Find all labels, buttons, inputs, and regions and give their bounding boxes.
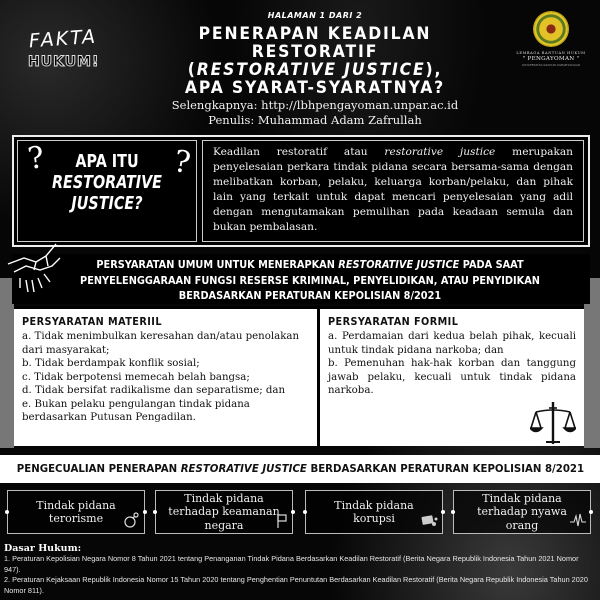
materiil-requirements-box [14,306,320,446]
definition-text [213,145,573,235]
page-header [130,11,500,127]
connector-dot [5,510,9,514]
exception-label: Tindak pidana terorisme [36,498,116,525]
lbh-pengayoman-logo [512,12,590,67]
page-indicator: HALAMAN 1 DARI 2 [267,11,363,20]
legal-basis-title: Dasar Hukum: [4,543,82,554]
definition-section [12,135,590,247]
more-info-link[interactable]: Selengkapnya: http://lbhpengayoman.unpar.ac.id [171,98,459,112]
exception-card-corruption [305,490,443,534]
definition-heading-line-2: RESTORATIVE [51,173,162,193]
exception-card-terrorism [7,490,145,534]
connector-dot [291,510,295,514]
question-mark-icon: ? [170,143,193,182]
money-icon [420,512,438,530]
definition-heading-line-1: APA ITU [75,152,139,172]
exc-heading-italic: RESTORATIVE JUSTICE [180,463,307,475]
materiil-item: c. Tidak berpotensi memecah belah bangsa; [22,371,250,383]
brand-bottom: HUKUM! [28,54,100,70]
scales-of-justice-icon [530,402,576,444]
formil-item: a. Perdamaian dari kedua belah pihak, kecuali untuk tindak pidana narkoba; dan [328,331,576,356]
brand-top: FAKTA [28,25,98,53]
exception-label: Tindak pidana terhadap nyawa orang [477,491,567,532]
materiil-item: a. Tidak menimbulkan keresahan dan/atau penolakan dari masyarakat; [22,331,300,356]
definition-text-start: Keadilan restoratif atau [213,146,385,158]
connector-dot [303,510,307,514]
connector-dot [451,510,455,514]
logo-line-1: LEMBAGA BANTUAN HUKUM [516,51,586,55]
definition-heading [34,152,180,215]
grenade-icon [124,512,140,530]
title-italic: RESTORATIVE JUSTICE [196,60,426,80]
exception-label: Tindak pidana korupsi [334,498,414,525]
req-heading-start: PERSYARATAN UMUM UNTUK MENERAPKAN [96,259,339,271]
exceptions-heading-band [0,455,600,483]
heartbeat-icon [570,512,586,530]
requirements-heading [78,258,543,305]
req-heading-rest: PADA SAAT PENYELENGGARAAN FUNGSI RESERSE KRIMINAL, PENYELIDIKAN, ATAU PENYIDIKAN BERDASARKAN PERATURAN KEPOLISIAN 8/2021 [80,259,540,302]
req-heading-italic: RESTORATIVE JUSTICE [338,259,460,271]
definition-text-box [202,140,584,242]
materiil-item: d. Tidak bersifat radikalisme dan separatisme; dan [22,385,286,396]
title-line-1: PENERAPAN KEADILAN RESTORATIF [198,24,432,62]
exc-heading-start: PENGECUALIAN PENERAPAN [16,463,181,475]
exc-heading-rest: BERDASARKAN PERATURAN KEPOLISIAN 8/2021 [306,463,584,475]
flag-icon [276,514,288,530]
connector-dot [143,510,147,514]
formil-title: PERSYARATAN FORMIL [328,315,459,328]
materiil-title: PERSYARATAN MATERIIL [22,315,162,328]
legal-basis-item: 1. Peraturan Kepolisian Negara Nomor 8 Tahun 2021 tentang Penanganan Tindak Pidana Berdasarkan Keadilan Restoratif (Berita Negara Republik Indonesia Tahun 2021 Nomor 947). [4,554,579,574]
title-line-3: APA SYARAT-SYARATNYA? [184,78,446,98]
title-paren-open: ( [187,60,197,80]
logo-line-3: UNIVERSITAS KATOLIK PARAHYANGAN [521,63,581,67]
connector-dot [441,510,445,514]
logo-line-2: " PENGAYOMAN " [522,56,580,62]
materiil-item: b. Tidak berdampak konflik sosial; [22,358,200,369]
formil-requirements-box [320,306,584,446]
connector-dot [589,510,593,514]
legal-basis-section [4,543,596,596]
title-paren-close: ), [425,60,443,80]
definition-heading-line-3: JUSTICE? [71,194,143,214]
definition-text-italic: restorative justice [384,146,496,158]
question-mark-icon: ? [25,140,47,177]
logo-seal-icon [534,12,568,46]
materiil-item: e. Bukan pelaku pengulangan tindak pidana berdasarkan Putusan Pengadilan. [22,398,250,423]
author-line: Penulis: Muhammad Adam Zafrullah [208,113,422,127]
exception-label: Tindak pidana terhadap keamanan negara [168,491,280,532]
title-line-2 [145,61,485,79]
exceptions-heading [16,455,583,483]
exception-card-state-security [155,490,293,534]
connector-dot [153,510,157,514]
brand-fakta-hukum [28,25,100,70]
definition-text-rest: merupakan penyelesaian perkara tindak pidana secara bersama-sama dengan melibatkan korban, pelaku, keluarga korban/pelaku, dan pihak lain yang terkait untuk dapat mencari penyelesaian yang adil dengan mengutamakan pemulihan pada keadaan semula dan bukan pembalasan. [213,146,573,233]
formil-item: b. Pemenuhan hak-hak korban dan tanggung jawab pelaku, kecuali untuk tindak pidana narkoba. [328,358,576,396]
handshake-icon [6,236,66,296]
page-title [145,25,485,97]
legal-basis-item: 2. Peraturan Kejaksaan Republik Indonesia Nomor 15 Tahun 2020 tentang Penghentian Penuntutan Berdasarkan Keadilan Restoratif (Berita Negara Republik Indonesia Tahun 2020 Nomor 811). [4,575,588,595]
definition-heading-box [17,140,197,242]
exception-card-life [453,490,591,534]
